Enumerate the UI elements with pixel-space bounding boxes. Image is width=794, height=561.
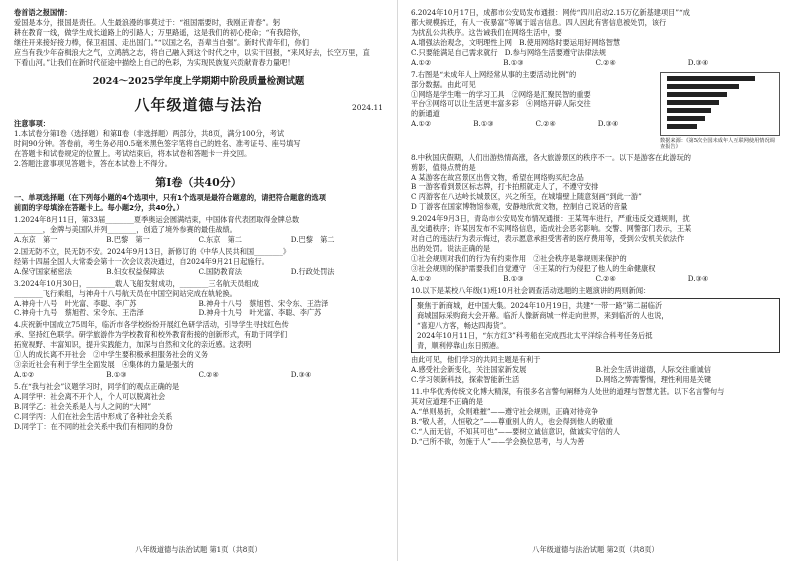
material-line: 聚焦于新商城，赶中国大集。2024年10月19日，共建“一带一路”第二届临沂 xyxy=(417,300,663,310)
question-stem: 为扰乱公共秩序。这告诫我们在网络生活中，要 xyxy=(411,27,562,37)
option-a[interactable]: A.神舟十八号 叶光富、李聪、李广苏 xyxy=(14,298,137,308)
option-c[interactable]: C.②④ xyxy=(198,370,219,380)
question-stem: 10.以下是某校八年级(1)班10月社会调查活动选题的主题演讲的两则新闻： xyxy=(411,285,651,295)
page-footer: 八年级道德与法治试题 第2页（共8页） xyxy=(532,545,659,555)
option-d[interactable]: D.③④ xyxy=(687,57,709,67)
news-material-box xyxy=(411,298,780,354)
option-a[interactable]: A.“单则易折，众则难摧”——遵守社会规则，正确对待竞争 xyxy=(411,407,599,417)
prelude-line: 继往开来接好接力棒，保卫祖国、走出国门。”“以国之名，吾辈当自强”。新时代青年们，你们 xyxy=(14,37,309,47)
note-line: 1.本试卷分第Ⅰ卷（选择题）和第Ⅱ卷（非选择题）两部分，共8页，满分100分，考试 xyxy=(14,129,285,139)
options-row xyxy=(14,235,383,245)
options-row xyxy=(14,308,383,318)
question-stem: 部分数据。由此可见 xyxy=(411,79,476,89)
question-stem: 6.2024年10月17日，成都市公安局发布通报：网传“四川启动2.15万亿新基建项目”“成 xyxy=(411,8,690,17)
option-d[interactable]: D.③④ xyxy=(597,119,619,129)
question-1 xyxy=(14,215,383,245)
option-d[interactable]: D.③④ xyxy=(290,370,312,380)
option-b[interactable]: B.“敬人者，人恒敬之”——尊重别人的人，也会得到他人的敬重 xyxy=(411,417,613,427)
page-1-content xyxy=(14,8,383,541)
question-stem: 的新通道 xyxy=(411,109,440,119)
option-b[interactable]: B.神舟十八号 蔡旭哲、宋令东、王浩泽 xyxy=(198,298,329,308)
prelude-line: 耕在教育一线，做学生成长道路上的引路人；万里路遥，这是我们的初心使命；“有我陪你， xyxy=(14,27,306,37)
question-stem: 由此可见，他们学习的共同主题是有利于 xyxy=(411,355,541,365)
material-line: 2024年10月11日，“东方红3”科考船在完成西北太平洋综合科考任务后抵 xyxy=(417,330,653,340)
material-line: “喜迎八方客，畅达四海货”。 xyxy=(417,320,511,330)
chart-bar xyxy=(667,92,727,97)
option-d[interactable]: D.神舟十九号 叶光富、李聪、李广苏 xyxy=(198,308,322,318)
question-stem: 8.中秋国庆假期，人们出游热情高涨，各大旅游景区的秩序不一。以下是游客在此游玩的 xyxy=(411,152,691,162)
question-stem: ③社会规则的保护需要我们自觉遵守 ④王某的行为侵犯了他人的生命健康权 xyxy=(411,263,656,273)
notes-title: 注意事项： xyxy=(14,119,50,129)
question-stem: 对自己的违法行为表示悔过，表示愿意承担受害者的医疗费用等，受到公安机关依法作 xyxy=(411,234,685,244)
page-footer: 八年级道德与法治试题 第1页（共8页） xyxy=(135,545,262,555)
subject-title: 八年级道德与法治 xyxy=(134,95,263,114)
question-stem: C.只要能满足自己需求就行 D.参与网络生活要遵守法律法规 xyxy=(411,47,607,57)
question-stem: 9.2024年9月3日，青岛市公安局发布情况通报：王某驾车进行，严重违反交通规则，扰 xyxy=(411,214,690,224)
prelude-line: 爱国是本分，报国是责任。人生最浪漫的事莫过于：“祖国需要时，我刚正青春”。躬 xyxy=(14,17,281,27)
option-b[interactable]: B.妇女权益保障法 xyxy=(106,266,165,276)
question-stem: ①人的成长离不开社会 ②中学生要积极承担服务社会的义务 xyxy=(14,350,209,360)
question-stem: 拓宽视野、丰富知识，提升实践能力，加深与自然和文化的亲近感。这表明 xyxy=(14,340,252,350)
option-c[interactable]: C.同学丙：人们在社会生活中形成了各种社会关系 xyxy=(14,411,173,421)
question-stem: A.增强法治观念，文明理性上网 B.使用网络时要运用好网络智慧 xyxy=(411,37,621,47)
option-a[interactable]: A 某游客在故宫景区出售文物，希望在网络购买纪念品 xyxy=(411,172,584,182)
option-a[interactable]: A.保守国家秘密法 xyxy=(14,266,72,276)
option-c[interactable]: C.②④ xyxy=(595,273,616,283)
question-11 xyxy=(411,387,780,447)
option-b[interactable]: B.①③ xyxy=(106,370,127,380)
question-4 xyxy=(14,320,383,380)
option-c[interactable]: C.东京 第二 xyxy=(198,234,242,244)
option-a[interactable]: A.①② xyxy=(411,119,432,129)
question-stem: 1.2024年8月11日，第33届________夏季奥运会圆满结束，中国体育代表团取得金牌总数 xyxy=(14,215,300,225)
option-d[interactable]: D.③④ xyxy=(687,273,709,283)
option-a[interactable]: A.同学甲：社会离不开个人，个人可以脱离社会 xyxy=(14,391,166,401)
options-row xyxy=(14,299,383,309)
material-line: 商城国际采购商大会开幕。临沂人像新商城一样走向世界，来到临沂的人也说， xyxy=(417,310,669,320)
question-6 xyxy=(411,8,780,68)
bar-chart xyxy=(660,72,780,136)
option-a[interactable]: A.东京 第一 xyxy=(14,234,58,244)
question-stem: 乱交通秩序；许某因发布不实网络信息，造成社会恶劣影响。交警、网警部门表示，王某 xyxy=(411,224,692,234)
activity-chart xyxy=(660,70,780,151)
question-3 xyxy=(14,279,383,319)
question-stem: 7.右图是“未成年人上网经常从事的主要活动比例”的 xyxy=(411,69,577,79)
question-stem: 2.国无防不立，民无防不安。2024年9月13日，新修订的《中华人民共和国________》 xyxy=(14,246,291,256)
options-row xyxy=(411,119,660,129)
options-row xyxy=(411,274,780,284)
question-7-text xyxy=(411,70,660,151)
instruction-line: 前面的字母填涂在答题卡上。每小题2分，共40分。） xyxy=(14,203,184,213)
option-d[interactable]: D 丁游客在国家博物馆参观，安静地欣赏文物，控制自己说话的音量 xyxy=(411,202,628,212)
question-5 xyxy=(14,382,383,432)
section-title: 第Ⅰ卷（共40分） xyxy=(155,175,242,189)
question-stem: ③亲近社会有利于学生全面发展 ④集体的力量是强大的 xyxy=(14,360,194,370)
option-b[interactable]: B.巴黎 第一 xyxy=(106,234,150,244)
option-c[interactable]: C.神舟十九号 蔡旭哲、宋令东、王浩泽 xyxy=(14,308,144,318)
option-b[interactable]: B.社会生活讲道德，人际交往重诚信 xyxy=(595,365,711,375)
question-stem: 4.庆祝新中国成立75周年，临沂市各学校纷纷开展红色研学活动，引导学生寻找红色传 xyxy=(14,320,289,330)
options-row xyxy=(411,58,780,68)
question-stem: ①社会规则对我们的行为有约束作用 ②社会秩序是靠规则来保护的 xyxy=(411,254,627,263)
question-stem: 都大规模拆迁，有人一夜暴富”等属于谣言信息。四人因此有害信息被处罚，该行 xyxy=(411,17,667,27)
question-8 xyxy=(411,153,780,213)
options-row xyxy=(14,370,383,380)
option-b[interactable]: B.同学乙：社会关系是人与人之间的“大网” xyxy=(14,401,152,411)
option-c[interactable]: C.学习领新科技，探索智能新生活 xyxy=(411,375,520,385)
question-stem: ①网络是学生唯一的学习工具 ②网络是汇聚民智的重要 xyxy=(411,89,591,99)
options-row xyxy=(14,267,383,277)
question-stem: 承、坚持红色联学。研学旅游作为学校教育和校外教育衔接的创新形式，有助于同学们 xyxy=(14,330,288,340)
option-d[interactable]: D.同学丁：在不同的社会关系中我们有相同的身份 xyxy=(14,421,173,431)
note-line: 2.答题注意事项见答题卡，答在本试卷上不得分。 xyxy=(14,159,172,169)
exam-title: 2024～2025学年度上学期期中阶段质量检测试题 xyxy=(92,75,305,87)
question-stem: 其对应道理不正确的是 xyxy=(411,397,483,407)
question-stem: 11.中华优秀传统文化博大精深，有很多名言警句阐释为人处世的道理与智慧尤甚。以下名言警句与 xyxy=(411,387,725,397)
question-stem: ________飞行乘组，与神舟十八号航天员在中国空间站完成在轨轮换。 xyxy=(14,288,237,298)
chart-bar xyxy=(667,84,739,89)
question-stem: 经第十四届全国人大常委会第十一次会议表决通过，自2024年9月21日起施行。 xyxy=(14,256,269,266)
option-b[interactable]: B.①③ xyxy=(473,119,494,129)
exam-date: 2024.11 xyxy=(351,102,383,112)
chart-bar xyxy=(667,116,705,121)
instruction-line: 一、单项选择题（在下列每小题的4个选项中，只有1个选项是最符合题意的，请把符合题意的选项 xyxy=(14,193,326,203)
option-c[interactable]: C.②④ xyxy=(595,57,616,67)
option-c[interactable]: C 丙游客在八达岭长城景区，兴之所至，在城墙壁上随意刻画“到此一游” xyxy=(411,192,642,202)
chart-bar xyxy=(667,76,755,81)
option-d[interactable]: D.巴黎 第二 xyxy=(290,234,335,244)
question-2 xyxy=(14,247,383,277)
option-b[interactable]: B.①③ xyxy=(503,273,524,283)
question-10 xyxy=(411,286,780,385)
chart-bar xyxy=(667,100,719,105)
option-c[interactable]: C.②④ xyxy=(535,119,556,129)
note-line: 在答题卡和试卷规定的位置上。考试结束后，将本试卷和答题卡一并交回。 xyxy=(14,149,252,159)
question-stem: 3.2024年10月30日，________载人飞船发射成功，________三名航天员组成 xyxy=(14,278,259,288)
subject-row xyxy=(14,95,383,116)
options-row xyxy=(411,365,780,375)
chart-bar xyxy=(667,108,711,113)
option-a[interactable]: A.①② xyxy=(411,57,432,67)
option-c[interactable]: C.“人而无信，不知其可也”——要树立诚信意识，做诚实守信的人 xyxy=(411,427,620,436)
note-line: 时间90分钟。答卷前，考生务必用0.5毫米黑色签字笔将自己的姓名、准考证号、座号填写 xyxy=(14,139,301,149)
options-row xyxy=(411,375,780,385)
page-2-content xyxy=(411,8,780,541)
question-stem: 平台③网络可以让生活更丰富多彩 ④网络开辟人际交往 xyxy=(411,99,591,109)
question-7 xyxy=(411,70,780,151)
option-a[interactable]: A.①② xyxy=(14,370,35,380)
question-stem: ________，金牌与美国队并列________，创造了境外参赛的最佳战绩。 xyxy=(14,224,237,234)
prelude-line: 应当有我少年奋楫浪大之气，立鸿鹄之志，将自己融入到这个时代之中，以实干回报，“来风好去，长空万里，直 xyxy=(14,47,370,57)
prelude-line: 下看山河。”让我们在新时代征途中描绘上自己的色彩，为实现民族复兴贡献青春力量吧！ xyxy=(14,57,295,67)
option-a[interactable]: A.①② xyxy=(411,273,432,283)
option-a[interactable]: A.感受社会新变化，关注国家新发展 xyxy=(411,365,527,375)
option-d[interactable]: D.网络之弊需警惕，理性利用是关键 xyxy=(595,375,712,385)
option-b[interactable]: B.①③ xyxy=(503,57,524,67)
exam-page-2 xyxy=(397,0,794,561)
option-b[interactable]: B 一游客看到景区标志牌，打卡拍照就走人了，不遵守安排 xyxy=(411,182,599,192)
question-stem: 5.在“我与社会”议题学习时，同学们的观点正确的是 xyxy=(14,382,180,392)
prelude-title: 卷首语之报国情： xyxy=(14,8,72,17)
option-d[interactable]: D.行政处罚法 xyxy=(290,266,335,276)
chart-bar xyxy=(667,124,697,129)
chart-caption: 数据来源：《第5次全国未成年人互联网使用情况调查报告》 xyxy=(660,137,775,151)
question-9 xyxy=(411,214,780,284)
question-stem: 剪影，值得点赞的是 xyxy=(411,162,476,172)
question-stem: 出的处罚。说法正确的是 xyxy=(411,244,491,254)
option-d[interactable]: D.“己所不欲，勿施于人”——学会换位思考，与人为善 xyxy=(411,436,585,446)
material-line: 青，顺利停靠山东日照港。 xyxy=(417,340,504,350)
option-c[interactable]: C.国防教育法 xyxy=(198,266,242,276)
